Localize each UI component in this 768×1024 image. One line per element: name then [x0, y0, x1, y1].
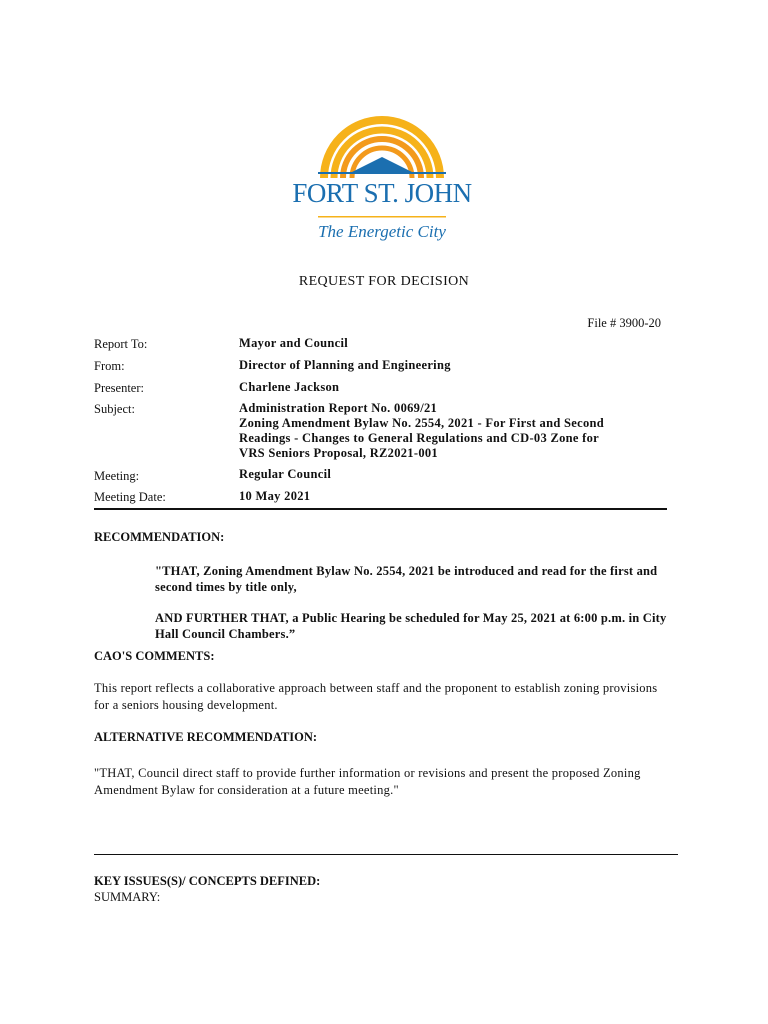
meta-label-meeting: Meeting:	[94, 469, 140, 483]
meta-value-meeting: Regular Council	[239, 467, 332, 481]
alternative-recommendation-heading: ALTERNATIVE RECOMMENDATION:	[94, 730, 318, 744]
meta-value-subject-line-4: VRS Seniors Proposal, RZ2021-001	[239, 446, 438, 460]
meta-label-meeting-date: Meeting Date:	[94, 490, 166, 504]
meta-value-subject-line-2: Zoning Amendment Bylaw No. 2554, 2021 - For First and Second	[239, 416, 605, 430]
divider	[94, 854, 678, 855]
alternative-recommendation-text: "THAT, Council direct staff to provide further information or revisions and present the proposed Zoning Amendment Bylaw for consideration at a future meeting."	[94, 766, 641, 797]
meta-label-presenter: Presenter:	[94, 381, 144, 395]
meta-value-presenter: Charlene Jackson	[239, 380, 340, 394]
meta-label-from: From:	[94, 359, 125, 373]
meta-label-subject: Subject:	[94, 402, 135, 416]
cao-comments-heading: CAO'S COMMENTS:	[94, 649, 215, 663]
logo-tagline: The Energetic City	[318, 222, 446, 241]
recommendation-paragraph-1: "THAT, Zoning Amendment Bylaw No. 2554, 2021 be introduced and read for the first and second times by title only,	[155, 564, 658, 594]
recommendation-heading: RECOMMENDATION:	[94, 530, 225, 544]
meta-value-from: Director of Planning and Engineering	[239, 358, 451, 372]
divider	[94, 508, 667, 510]
document-title: REQUEST FOR DECISION	[298, 274, 470, 289]
file-number: File # 3900-20	[587, 316, 661, 330]
summary-label: SUMMARY:	[94, 890, 161, 904]
recommendation-paragraph-2: AND FURTHER THAT, a Public Hearing be scheduled for May 25, 2021 at 6:00 p.m. in City Hall Council Chambers.”	[155, 611, 667, 641]
logo-name: FORT ST. JOHN	[292, 178, 472, 208]
meta-value-subject-line-3: Readings - Changes to General Regulations and CD-03 Zone for	[239, 431, 600, 445]
meta-label-report-to: Report To:	[94, 337, 148, 351]
meta-value-meeting-date: 10 May 2021	[239, 489, 311, 503]
key-issues-heading: KEY ISSUES(S)/ CONCEPTS DEFINED:	[94, 874, 321, 888]
cao-comments-text: This report reflects a collaborative approach between staff and the proponent to establish zoning provisions for a seniors housing development.	[94, 681, 658, 712]
meta-value-subject-line-1: Administration Report No. 0069/21	[239, 401, 438, 415]
meta-value-report-to: Mayor and Council	[239, 336, 349, 350]
